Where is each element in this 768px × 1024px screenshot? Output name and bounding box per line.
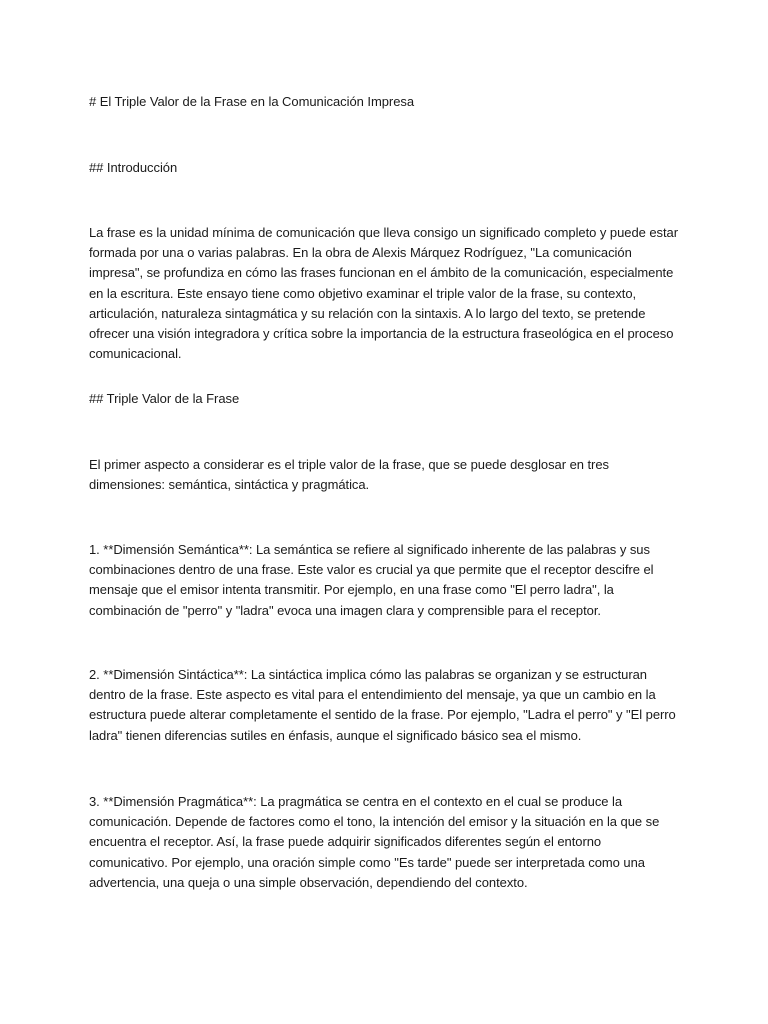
list-item-sintactica: 2. **Dimensión Sintáctica**: La sintáctica implica cómo las palabras se organizan y se estructuran dentro de la frase. Este aspecto es vital para el entendimiento del mensaje, ya que un cambio en la estructura puede alterar completamente el sentido de la frase. Por ejemplo, "Ladra el perro" y "El perro ladra" tienen diferencias sutiles en énfasis, aunque el significado básico sea el mismo. <box>89 667 676 743</box>
document-title: # El Triple Valor de la Frase en la Comunicación Impresa <box>89 94 414 109</box>
intro-paragraph: La frase es la unidad mínima de comunicación que lleva consigo un significado completo y puede estar formada por una o varias palabras. En la obra de Alexis Márquez Rodríguez, "La comunicación impresa", se profundiza en cómo las frases funcionan en el ámbito de la comunicación, especialmente en la escritura. Este ensayo tiene como objetivo examinar el triple valor de la frase, su contexto, articulación, naturaleza sintagmática y su relación con la sintaxis. A lo largo del texto, se pretende ofrecer una visión integradora y crítica sobre la importancia de la estructura fraseológica en el proceso comunicacional. <box>89 225 679 362</box>
list-item-pragmatica: 3. **Dimensión Pragmática**: La pragmática se centra en el contexto en el cual se produce la comunicación. Depende de factores como el tono, la intención del emisor y la situación en la que se encuentra el receptor. Así, la frase puede adquirir significados diferentes según el entorno comunicativo. Por ejemplo, una oración simple como "Es tarde" puede ser interpretada como una advertencia, una queja o una simple observación, dependiendo del contexto. <box>89 794 660 890</box>
list-item-semantica: 1. **Dimensión Semántica**: La semántica se refiere al significado inherente de las palabras y sus combinaciones dentro de una frase. Este valor es crucial ya que permite que el receptor descifre el mensaje que el emisor intenta transmitir. Por ejemplo, en una frase como "El perro ladra", la combinación de "perro" y "ladra" evoca una imagen clara y comprensible para el receptor. <box>89 542 654 618</box>
triple-intro-paragraph: El primer aspecto a considerar es el triple valor de la frase, que se puede desglosar en tres dimensiones: semántica, sintáctica y pragmática. <box>89 457 609 493</box>
section-heading-triple-valor: ## Triple Valor de la Frase <box>89 391 240 406</box>
section-heading-introduccion: ## Introducción <box>89 160 178 175</box>
